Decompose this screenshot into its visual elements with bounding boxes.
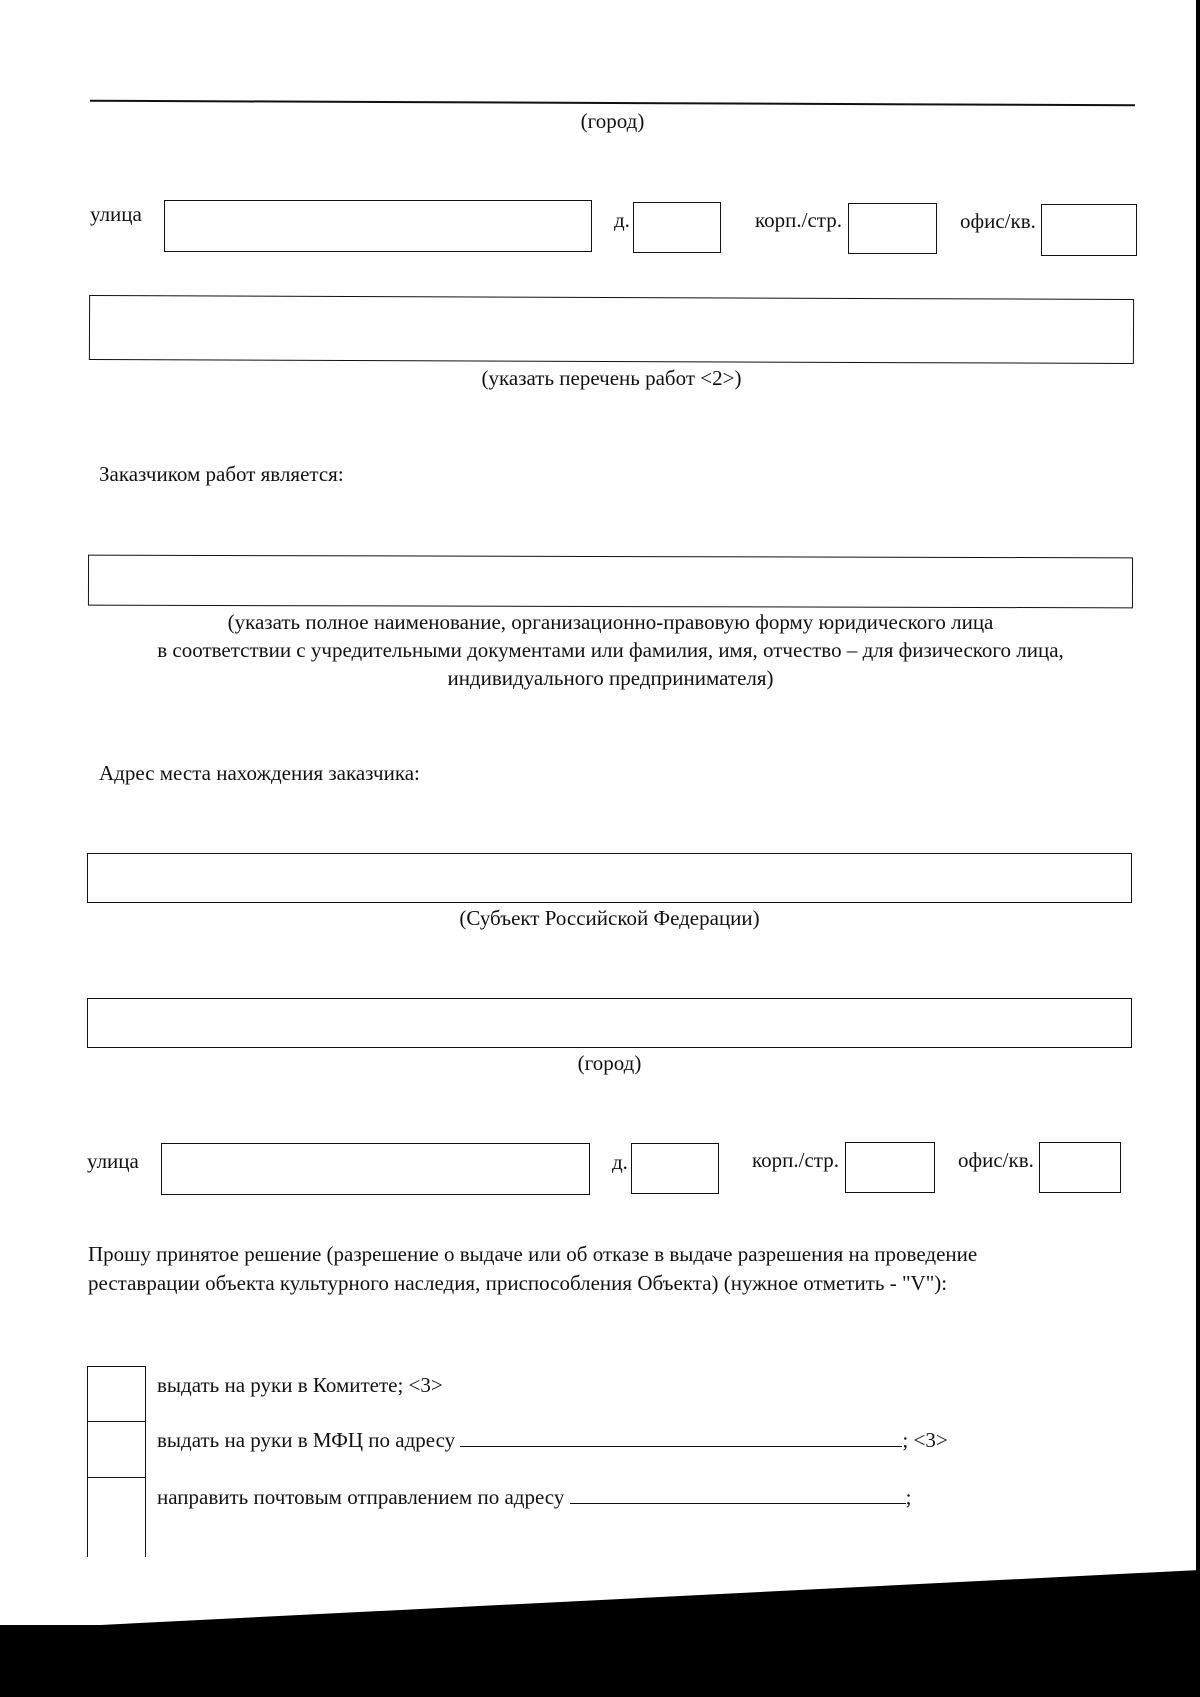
option-row-post <box>157 1484 911 1510</box>
customer-address-heading: Адрес места нахождения заказчика: <box>99 761 420 785</box>
option-label-committee: выдать на руки в Комитете; <3> <box>157 1373 443 1397</box>
house-label: д. <box>614 208 630 232</box>
option-checkbox-mfc[interactable] <box>87 1421 146 1479</box>
customer-city-caption: (город) <box>577 1051 642 1075</box>
option-label-mfc: выдать на руки в МФЦ по адресу <box>157 1428 456 1452</box>
customer-office-input[interactable] <box>1039 1142 1121 1193</box>
customer-caption-line2: в соответствии с учредительными документами или фамилия, имя, отчество – для физического лица, <box>157 638 1064 662</box>
customer-house-input[interactable] <box>631 1143 719 1194</box>
city-field-line[interactable] <box>90 100 1135 106</box>
city-caption: (город) <box>580 109 645 133</box>
option-suffix-post: ; <box>905 1485 912 1509</box>
option-row-mfc <box>157 1427 948 1453</box>
customer-building-input[interactable] <box>845 1142 935 1193</box>
option-suffix-mfc: ; <3> <box>902 1428 948 1452</box>
request-line2: реставрации объекта культурного наследия, приспособления Объекта) (нужное отметить - "V"): <box>88 1271 948 1295</box>
works-caption: (указать перечень работ <2>) <box>481 366 742 390</box>
customer-heading: Заказчиком работ является: <box>99 462 344 486</box>
customer-name-input[interactable] <box>88 555 1133 609</box>
customer-office-label: офис/кв. <box>958 1148 1034 1172</box>
street-input[interactable] <box>164 200 592 252</box>
customer-city-input[interactable] <box>87 998 1132 1048</box>
option-checkbox-committee[interactable] <box>87 1366 146 1423</box>
customer-building-label: корп./стр. <box>752 1148 839 1172</box>
street-label: улица <box>90 202 142 226</box>
customer-street-label: улица <box>87 1149 139 1173</box>
customer-house-label: д. <box>612 1150 628 1174</box>
mfc-address-field[interactable] <box>460 1428 902 1447</box>
post-address-field[interactable] <box>570 1485 906 1504</box>
scan-bottom-wedge <box>0 1570 1200 1630</box>
region-input[interactable] <box>87 853 1132 903</box>
building-input[interactable] <box>848 203 937 254</box>
request-line1: Прошу принятое решение (разрешение о выдаче или об отказе в выдаче разрешения на проведение <box>88 1242 978 1266</box>
works-list-input[interactable] <box>89 295 1134 364</box>
house-input[interactable] <box>633 202 721 253</box>
scan-bottom-border <box>0 1625 1200 1697</box>
option-checkbox-post[interactable] <box>87 1477 146 1557</box>
region-caption: (Субъект Российской Федерации) <box>459 906 760 930</box>
customer-street-input[interactable] <box>161 1143 590 1195</box>
office-label: офис/кв. <box>960 209 1036 233</box>
option-label-post: направить почтовым отправлением по адресу <box>157 1485 565 1509</box>
customer-caption-line3: индивидуального предпринимателя) <box>447 666 774 690</box>
scan-right-border <box>1196 0 1200 1697</box>
office-input[interactable] <box>1041 204 1137 256</box>
customer-caption-line1: (указать полное наименование, организационно-правовую форму юридического лица <box>227 610 994 634</box>
building-label: корп./стр. <box>755 208 842 232</box>
